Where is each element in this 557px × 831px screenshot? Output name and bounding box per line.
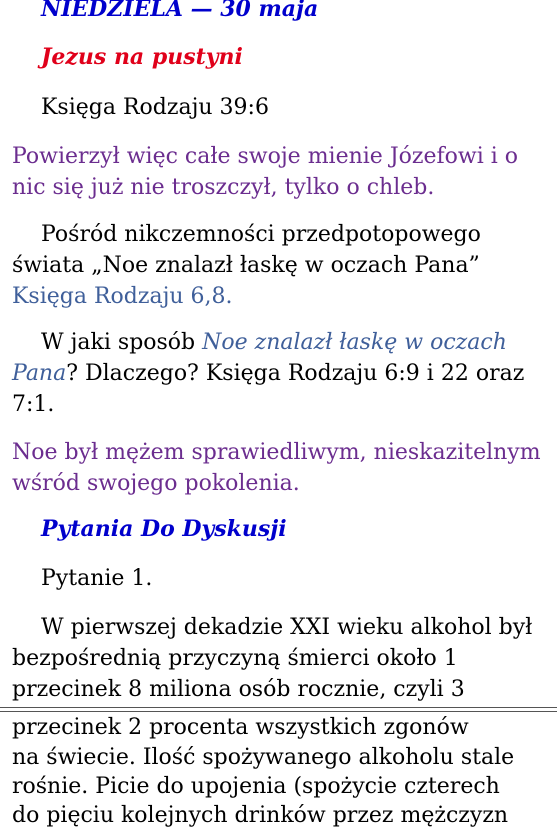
verse-text: Powierzył więc całe swoje mienie Józefowi i o nic się już nie troszczył, tylko o chleb.	[12, 144, 519, 200]
question-text-line-1: przecinek 2 procenta wszystkich zgonów	[12, 715, 469, 740]
paragraph-1	[12, 219, 547, 312]
paragraph-1-text: Pośród nikczemności przedpotopowego świata „Noe znalazł łaskę w oczach Pana”	[12, 222, 481, 278]
discussion-heading: Pytania Do Dyskusji	[41, 516, 287, 542]
question-label: Pytanie 1.	[41, 566, 153, 591]
question-text-top: W pierwszej dekadzie XXI wieku alkohol był bezpośrednią przyczyną śmierci około 1 przecinek 8 miliona osób rocznie, czyli 3	[12, 615, 533, 702]
paragraph-2-italic: Noe znalazł łaskę w oczach Pana	[12, 330, 507, 386]
day-heading: NIEDZIELA — 30 maja	[41, 0, 319, 22]
paragraph-2	[12, 327, 547, 420]
question-text-line-3: rośnie. Picie do upojenia (spożycie czterech	[12, 774, 500, 799]
lesson-title: Jezus na pustyni	[41, 44, 243, 70]
answer-text: Noe był mężem sprawiedliwym, nieskazitelnym wśród swojego pokolenia.	[12, 440, 541, 496]
paragraph-1-reference: Księga Rodzaju 6,8.	[12, 284, 233, 309]
question-text-line-4: do pięciu kolejnych drinków przez mężczyzn	[12, 803, 509, 828]
question-text-line-2: na świecie. Ilość spożywanego alkoholu stale	[12, 745, 515, 770]
paragraph-2-start: W jaki sposób	[41, 330, 196, 355]
verse-reference: Księga Rodzaju 39:6	[41, 95, 269, 120]
paragraph-2-rest: ? Dlaczego? Księga Rodzaju 6:9 i 22 oraz 7:1.	[12, 361, 525, 417]
